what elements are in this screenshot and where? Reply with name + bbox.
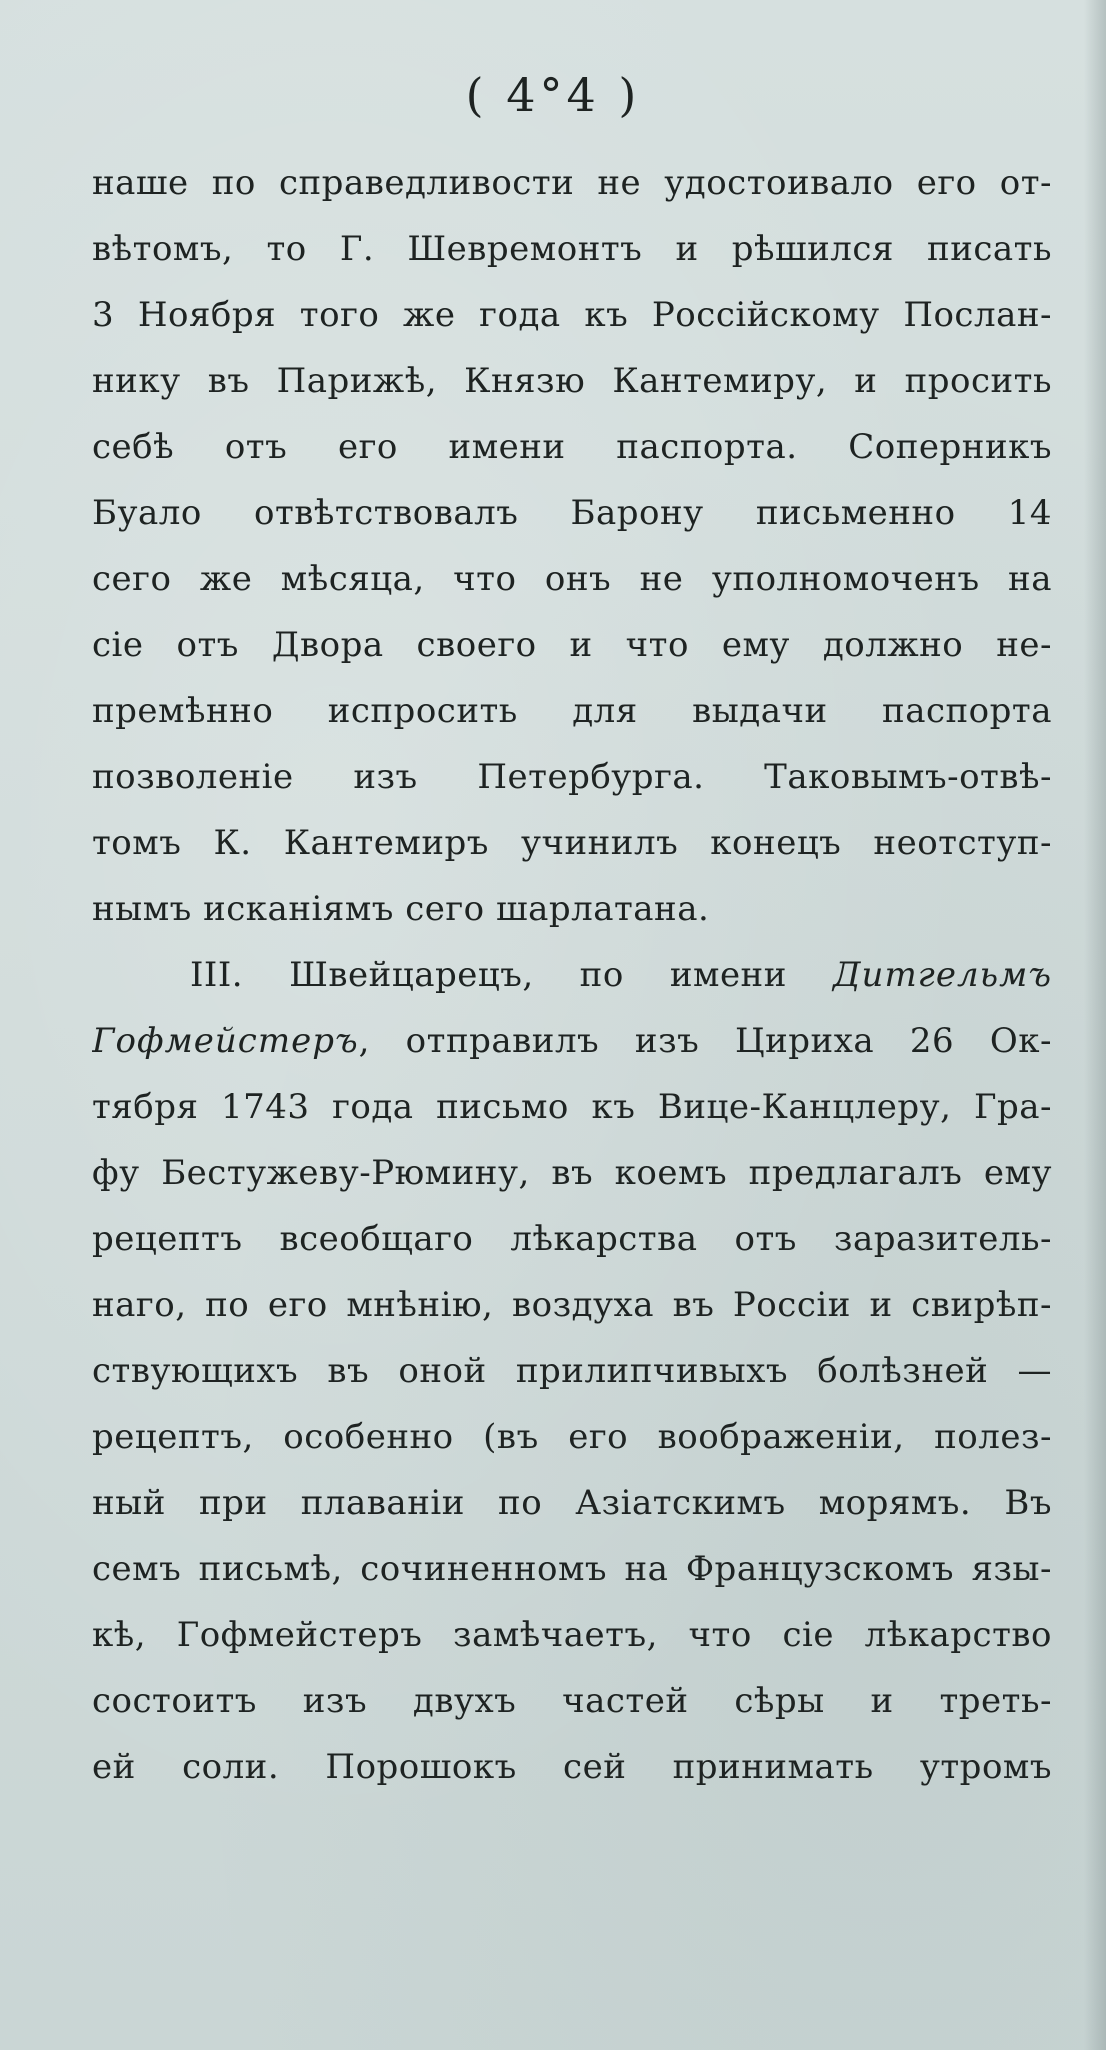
- text-line: вѣтомъ, то Г. Шевремонтъ и рѣшился писать: [92, 229, 1052, 269]
- text-line: фу Бестужеву-Рюмину, въ коемъ предлагалъ ему: [92, 1153, 1052, 1193]
- text-line: 3 Ноября того же года къ Россійскому Послан-: [92, 295, 1052, 335]
- text-line: тября 1743 года письмо къ Вице-Канцлеру, Гра-: [92, 1087, 1052, 1127]
- text-line: состоитъ изъ двухъ частей сѣры и треть-: [92, 1681, 1052, 1721]
- text-line: премѣнно испросить для выдачи паспорта: [92, 691, 1052, 731]
- text-line: наше по справедливости не удостоивало его от-: [92, 163, 1052, 203]
- text-line: позволеніе изъ Петербурга. Таковымъ-отвѣ-: [92, 757, 1052, 797]
- person-name-italic: Дитгельмъ: [832, 955, 1052, 995]
- text-line: себѣ отъ его имени паспорта. Соперникъ: [92, 427, 1052, 467]
- person-name-italic: Гофмейстеръ: [92, 1021, 359, 1061]
- text-line: кѣ, Гофмейстеръ замѣчаетъ, что сіе лѣкарство: [92, 1615, 1052, 1655]
- text-line: рецептъ всеобщаго лѣкарства отъ заразитель-: [92, 1219, 1052, 1259]
- text-segment: , отправилъ изъ Цириха 26 Ок-: [358, 1021, 1052, 1061]
- text-line-paragraph-start: [92, 942, 1052, 1008]
- text-line: [92, 1008, 1052, 1074]
- page-number: ( 4°4 ): [465, 68, 641, 122]
- text-line: нику въ Парижѣ, Князю Кантемиру, и просить: [92, 361, 1052, 401]
- text-line: рецептъ, особенно (въ его воображеніи, полез-: [92, 1417, 1052, 1457]
- text-line: нымъ исканіямъ сего шарлатана.: [92, 889, 710, 929]
- text-line: наго, по его мнѣнію, воздуха въ Россіи и свирѣп-: [92, 1285, 1052, 1325]
- text-line: ствующихъ въ оной прилипчивыхъ болѣзней —: [92, 1351, 1052, 1391]
- text-line: ный при плаваніи по Азіатскимъ морямъ. Въ: [92, 1483, 1052, 1523]
- text-line: сего же мѣсяца, что онъ не уполномоченъ на: [92, 559, 1052, 599]
- text-line: семъ письмѣ, сочиненномъ на Французскомъ язы-: [92, 1549, 1052, 1589]
- text-line: ей соли. Порошокъ сей принимать утромъ: [92, 1747, 1052, 1787]
- body-text: [92, 150, 1052, 1800]
- page-edge-shadow: [1084, 0, 1106, 2050]
- text-line: Буало отвѣтствовалъ Барону письменно 14: [92, 493, 1052, 533]
- text-line: сіе отъ Двора своего и что ему должно не-: [92, 625, 1052, 665]
- text-line: томъ К. Кантемиръ учинилъ конецъ неотступ-: [92, 823, 1052, 863]
- text-segment: III. Швейцарецъ, по имени: [190, 955, 833, 995]
